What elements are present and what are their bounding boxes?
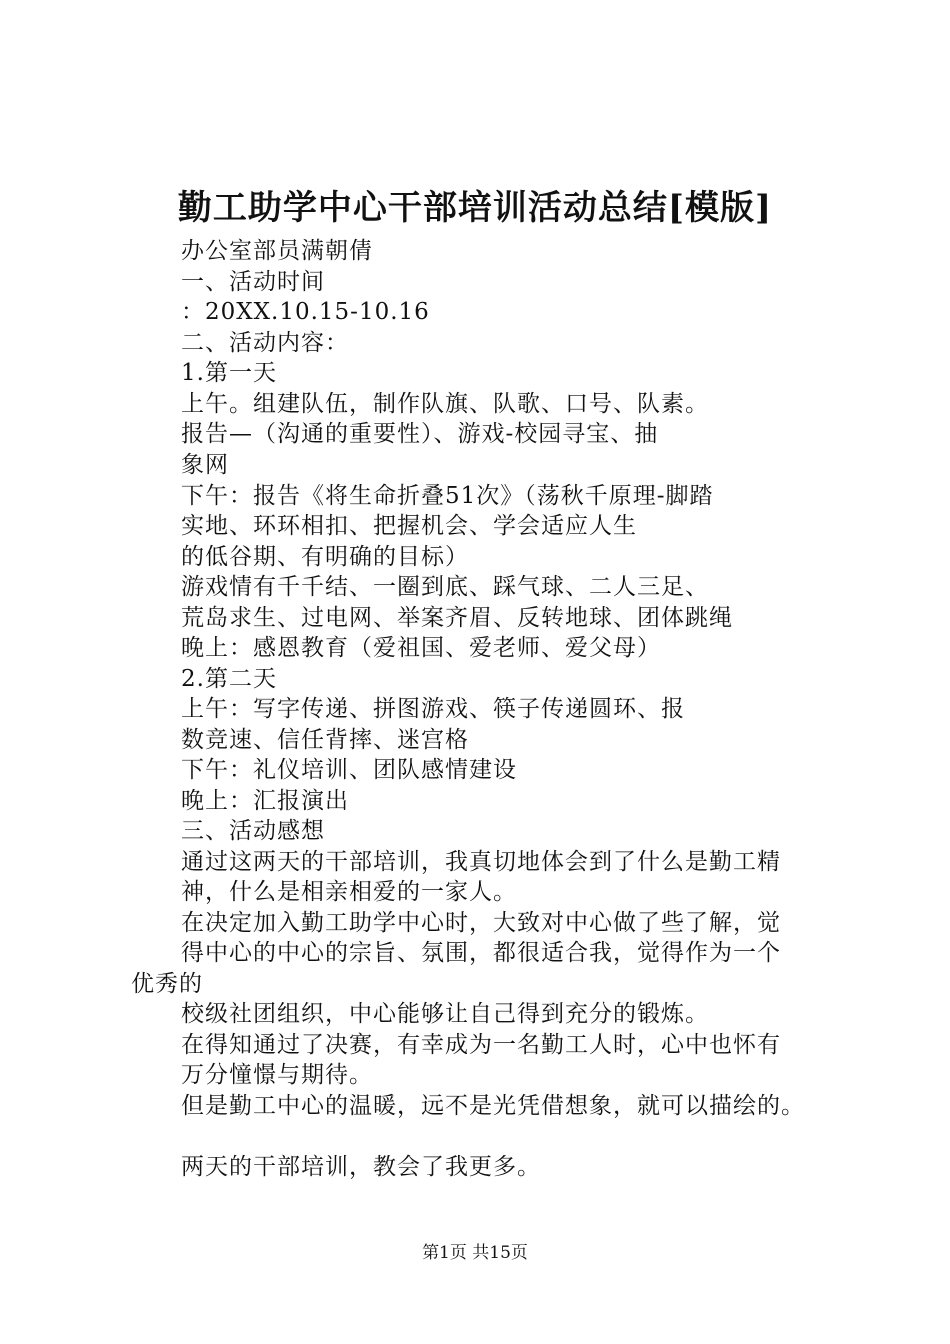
text-line: 游戏情有千千结、一圈到底、踩气球、二人三足、 [181, 574, 709, 600]
text-line: 上午：写字传递、拼图游戏、筷子传递圆环、报 [181, 696, 685, 722]
text-line: 晚上：感恩教育（爱祖国、爱老师、爱父母） [181, 635, 661, 661]
text-line: 得中心的中心的宗旨、氛围，都很适合我，觉得作为一个 [181, 940, 781, 966]
text-line: 上午。组建队伍，制作队旗、队歌、口号、队素。 [181, 391, 709, 417]
text-line: 万分憧憬与期待。 [181, 1062, 373, 1088]
text-line: ：20XX.10.15-10.16 [181, 299, 430, 325]
text-line: 1.第一天 [181, 360, 277, 386]
text-line: 实地、环环相扣、把握机会、学会适应人生 [181, 513, 637, 539]
text-line: 两天的干部培训，教会了我更多。 [181, 1154, 541, 1180]
text-line: 的低谷期、有明确的目标） [181, 544, 469, 570]
text-line: 一、活动时间 [181, 269, 325, 295]
document-title: 勤工助学中心干部培训活动总结[模版] [177, 188, 773, 228]
text-line: 荒岛求生、过电网、举案齐眉、反转地球、团体跳绳 [181, 605, 733, 631]
text-line: 象网 [181, 452, 229, 478]
text-line: 晚上：汇报演出 [181, 788, 349, 814]
page-number: 第1页 共15页 [422, 1243, 528, 1263]
text-line: 校级社团组织，中心能够让自己得到充分的锻炼。 [181, 1001, 709, 1027]
text-line: 优秀的 [131, 971, 203, 997]
text-line: 下午：报告《将生命折叠51次》（荡秋千原理-脚踏 [181, 483, 714, 509]
text-line: 二、活动内容： [181, 330, 349, 356]
text-line: 数竞速、信任背摔、迷宫格 [181, 727, 469, 753]
text-line: 但是勤工中心的温暖，远不是光凭借想象，就可以描绘的。 [181, 1093, 805, 1119]
text-line: 三、活动感想 [181, 818, 325, 844]
text-line: 通过这两天的干部培训，我真切地体会到了什么是勤工精 [181, 849, 781, 875]
text-line: 在决定加入勤工助学中心时，大致对中心做了些了解，觉 [181, 910, 781, 936]
text-line: 报告—（沟通的重要性）、游戏-校园寻宝、抽 [181, 421, 659, 447]
text-line: 2.第二天 [181, 666, 277, 692]
text-line: 在得知通过了决赛，有幸成为一名勤工人时，心中也怀有 [181, 1032, 781, 1058]
text-line: 神，什么是相亲相爱的一家人。 [181, 879, 517, 905]
text-line: 办公室部员满朝倩 [181, 238, 373, 264]
text-line: 下午：礼仪培训、团队感情建设 [181, 757, 517, 783]
